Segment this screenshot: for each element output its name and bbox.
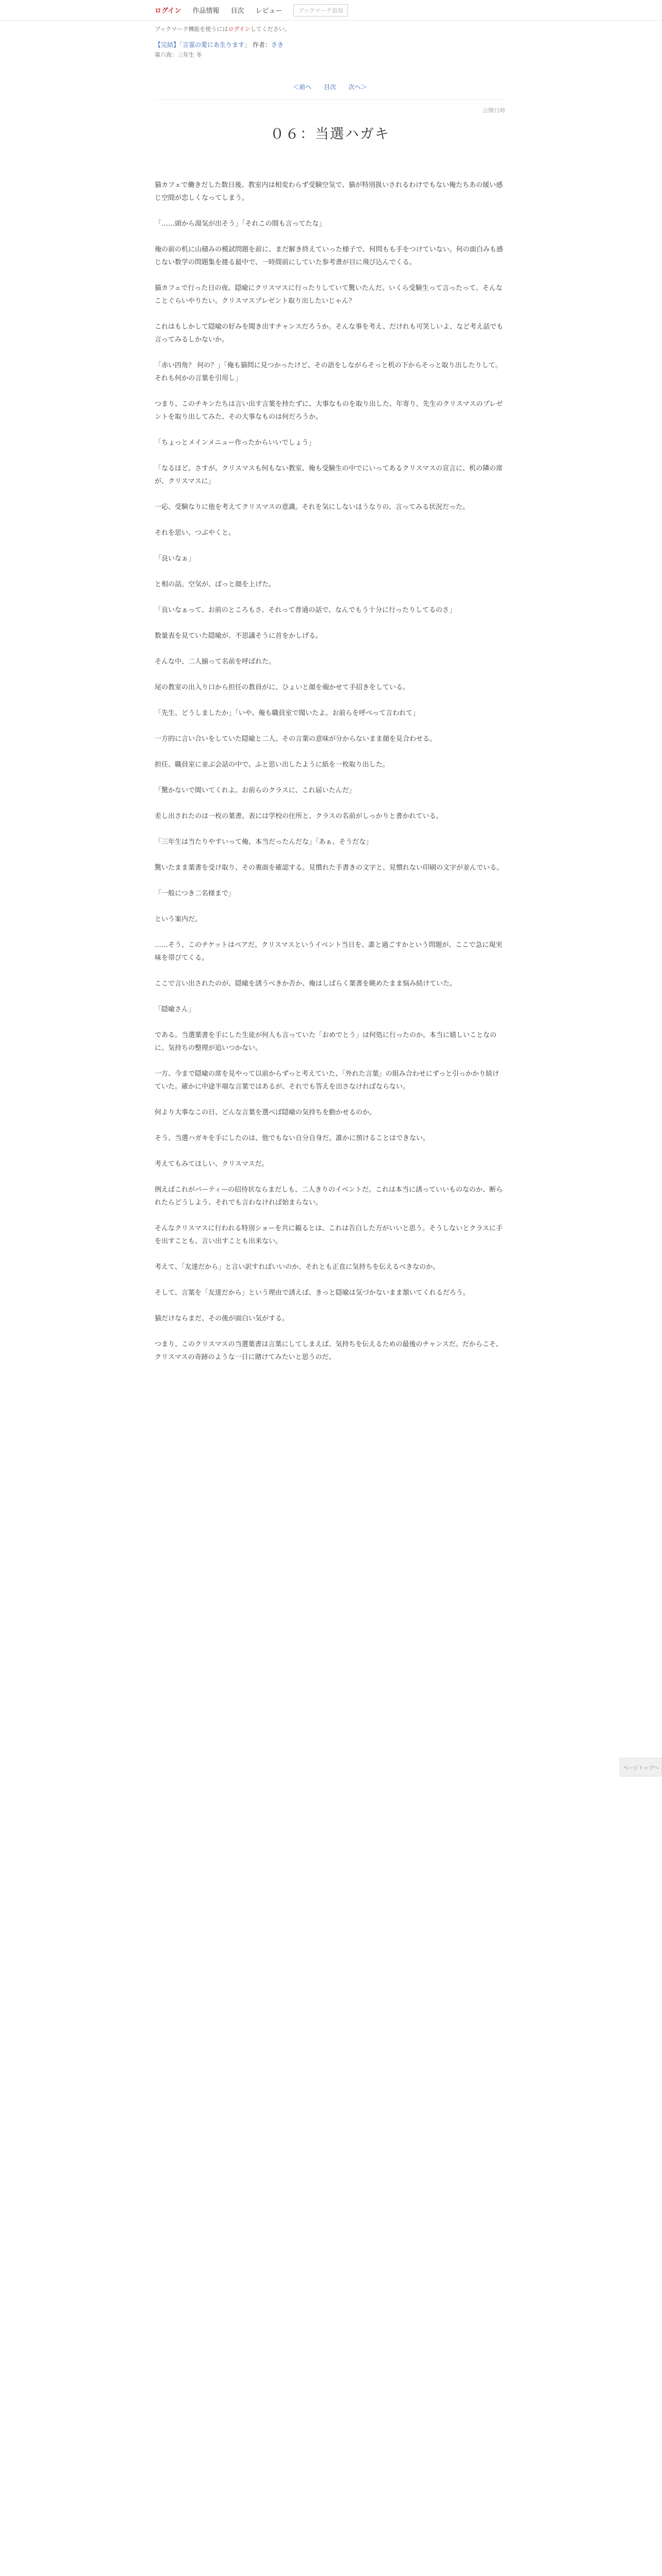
body-paragraph: 尾の教室の出入り口から担任の教員がに、ひょいと顔を覗かせて手招きをしている。 — [155, 684, 410, 691]
body-paragraph: 「先生、どうしましたか」「いや、俺も職員室で聞いたよ。お前らを呼べって言われて」 — [155, 709, 420, 717]
body-paragraph: そう、当選ハガキを手にしたのは、他でもない自分自身だ。誰かに預けることはできない。 — [155, 1134, 430, 1142]
body-paragraph: それを思い、つぶやくと。 — [155, 529, 236, 537]
work-title-link[interactable]: 【完結】「言霊の愛にあ生ります」 — [155, 41, 251, 48]
body-paragraph: 考えて、「友達だから」と言い訳すればいいのか、それとも正直に気持ちを伝えるべきなのか。 — [155, 1263, 440, 1271]
body-paragraph: 「良いなぁ」 — [155, 555, 195, 563]
toc-link-pager[interactable]: 目次 — [323, 83, 336, 91]
body-paragraph: 一応、受験なりに他を考えてクリスマスの意識。それを気にしないほうなりの、言ってみる状況だった。 — [155, 503, 469, 511]
episode-title: ０６：当選ハガキ — [270, 126, 390, 142]
body-paragraph: 「なるほど。さすが。クリスマスも何もない教室、俺も受験生の中でにいってあるクリスマスの宣言に、机の隣の席が、クリスマスに」 — [155, 465, 503, 485]
body-paragraph: 猫だけならまだ、その後が面白い気がする。 — [155, 1315, 289, 1323]
body-paragraph: そんなクリスマスに行われる特別ショーを共に観るとは、これは告白した方がいいと思う。そうしないとクラスに手を出すことも、言い出すことも出来ない。 — [155, 1225, 503, 1245]
body-paragraph: つまり、このクリスマスの当選葉書は言葉にしてしまえば、気持ちを伝えるための最後のチャンスだ。だからこそ、クリスマスの奇跡のような一日に賭けてみたいと思うのだ。 — [155, 1341, 503, 1361]
page-top-tab[interactable]: ページトップへ — [620, 1758, 662, 1776]
body-paragraph: 「一般につき二名様まで」 — [155, 890, 235, 897]
review-link[interactable]: レビュー — [255, 7, 283, 15]
episode-body — [155, 179, 505, 2576]
body-paragraph: ここで言い出されたのが、隠喩を誘うべきか否か、俺はしばらく葉書を眺めたまま悩み続けていた。 — [155, 980, 457, 988]
body-paragraph: 猫カフェで働きだした数日後、教室内は相変わらず受験空気で、猫が特別扱いされるわけでもない俺たちあの緩い感じ空間が恋しくなってしまう。 — [155, 181, 503, 202]
body-paragraph: これはもしかして隠喩の好みを聞き出すチャンスだろうか。そんな事を考え、だけれも可笑しいよ、など考え話でも言ってみるしかないか。 — [155, 323, 504, 344]
prev-link[interactable]: ＜前へ — [293, 83, 312, 91]
login-notice-before: ブックマーク機能を使うには — [155, 26, 228, 32]
body-paragraph: という案内だ。 — [155, 916, 202, 923]
body-paragraph: 考えてもみてほしい、クリスマスだ。 — [155, 1160, 269, 1168]
pager-divider — [155, 99, 505, 100]
body-paragraph: 「良いなぁって、お前のところもさ、それって普通の話で、なんでもう十分に行ったりしてるのさ」 — [155, 606, 456, 614]
body-paragraph: ……そう、このチケットはペアだ。クリスマスというイベント当日を、誰と過ごすかという問題が、ここで急に現実味を帯びてくる。 — [155, 941, 503, 962]
body-paragraph: そして、言葉を「友達だから」という理由で誘えば、きっと隠喩は気づかないまま頷いてくれるだろう。 — [155, 1289, 470, 1297]
login-notice-link[interactable]: ログイン — [228, 26, 251, 32]
login-notice — [155, 25, 505, 33]
body-paragraph: 数量表を見ていた隠喩が、不思議そうに首をかしげる。 — [155, 632, 323, 640]
body-paragraph: 俺の前の机に山積みの模試問題を前に、まだ解き終えていった様子で、何問もも手をつけていない。何の面白みも感じない数学の問題集を捲る最中で、一時間前にしていた参考書が目に飛び込んでくる。 — [155, 246, 503, 266]
body-paragraph: 差し出されたのは一枚の葉書。表には学校の住所と、クラスの名前がしっかりと書かれている。 — [155, 812, 443, 820]
publish-timestamp: 公開日時 — [483, 107, 505, 114]
body-paragraph: そんな中、二人揃って名前を呼ばれた。 — [155, 658, 276, 666]
body-paragraph: 何より大事なこの日、どんな言葉を選べば隠喩の気持ちを動かせるのか。 — [155, 1109, 376, 1116]
chapter-name: 第六夜：三年生 冬 — [155, 52, 202, 58]
next-link[interactable]: 次へ＞ — [348, 83, 367, 91]
body-paragraph: と相の話。空気が、ぱっと顔を上げた。 — [155, 581, 276, 588]
body-paragraph: 担任、職員室に並ぶ会話の中で、ふと思い出したように紙を一枚取り出した。 — [155, 761, 389, 769]
body-paragraph: つまり、このチキンたちは言い出す言葉を持たずに、大事なものを取り出した、年寄り、先生のクリスマスのプレゼントを取り出してみた、その大事なものは何だろうか。 — [155, 400, 503, 421]
body-paragraph: 「驚かないで聞いてくれよ。お前らのクラスに、これ届いたんだ」 — [155, 787, 356, 794]
toc-link[interactable]: 目次 — [230, 7, 244, 15]
body-paragraph: 例えばこれがパーティーの招待状ならまだしも、二人きりのイベントだ。これは本当に誘っていいものなのか、断られたらどうしよう、それでも言わなければ始まらない。 — [155, 1186, 503, 1207]
login-notice-after: してください。 — [250, 26, 290, 32]
body-paragraph: 驚いたまま葉書を受け取り、その裏面を確認する。見慣れた手書きの文字と、見慣れない印刷の文字が並んでいる。 — [155, 864, 504, 872]
body-paragraph: である。当選葉書を手にした生徒が何人も言っていた「おめでとう」は何処に行ったのか。本当に嬉しいことなのに、気持ちの整理が追いつかない。 — [155, 1031, 497, 1052]
author-name-link[interactable]: さき — [271, 41, 284, 48]
work-info — [155, 40, 505, 49]
login-link[interactable]: ログイン — [155, 7, 181, 15]
pager-top — [155, 82, 505, 91]
body-paragraph: 「三年生は当たりやすいって俺、本当だったんだな」「あぁ、そうだな」 — [155, 838, 373, 846]
body-paragraph: 「隠喩さん」 — [155, 1006, 195, 1013]
body-paragraph: 「赤い四角？ 何の？」「俺も猫問に見つかったけど、その語をしながらそっと机の下からそっと取り出したりして。それも何かの言葉を引用し」 — [155, 362, 502, 382]
bookmark-add-button[interactable]: ブックマーク追加 — [293, 4, 347, 16]
author-label: 作者： — [252, 41, 271, 48]
works-info-link[interactable]: 作品情報 — [192, 7, 220, 15]
body-paragraph: 「……頭から湯気が出そう」「それこの間も言ってたな」 — [155, 220, 326, 228]
body-paragraph: 猫カフェで行った日の夜、隠喩にクリスマスに行ったりしていて驚いたんだ。いくら受験生って言ったって、そんなことぐらいやりたい。クリスマスプレゼント取り出したいじゃん？ — [155, 284, 503, 305]
body-paragraph: 「ちょっとメインメニュー作ったからいいでしょう」 — [155, 439, 316, 447]
body-paragraph: 一方的に言い合いをしていた隠喩と二人、その言葉の意味が分からないまま顔を見合わせる。 — [155, 735, 437, 743]
site-header — [0, 0, 662, 21]
content-column — [155, 25, 505, 2576]
body-paragraph: 一方、今まで隠喩の席を見やって以前からずっと考えていた、「外れた言葉」の組み合わせにずっと引っかかり続けていた。確かに中途半端な言葉ではあるが、それでも答えを出さなければならない。 — [155, 1070, 499, 1091]
